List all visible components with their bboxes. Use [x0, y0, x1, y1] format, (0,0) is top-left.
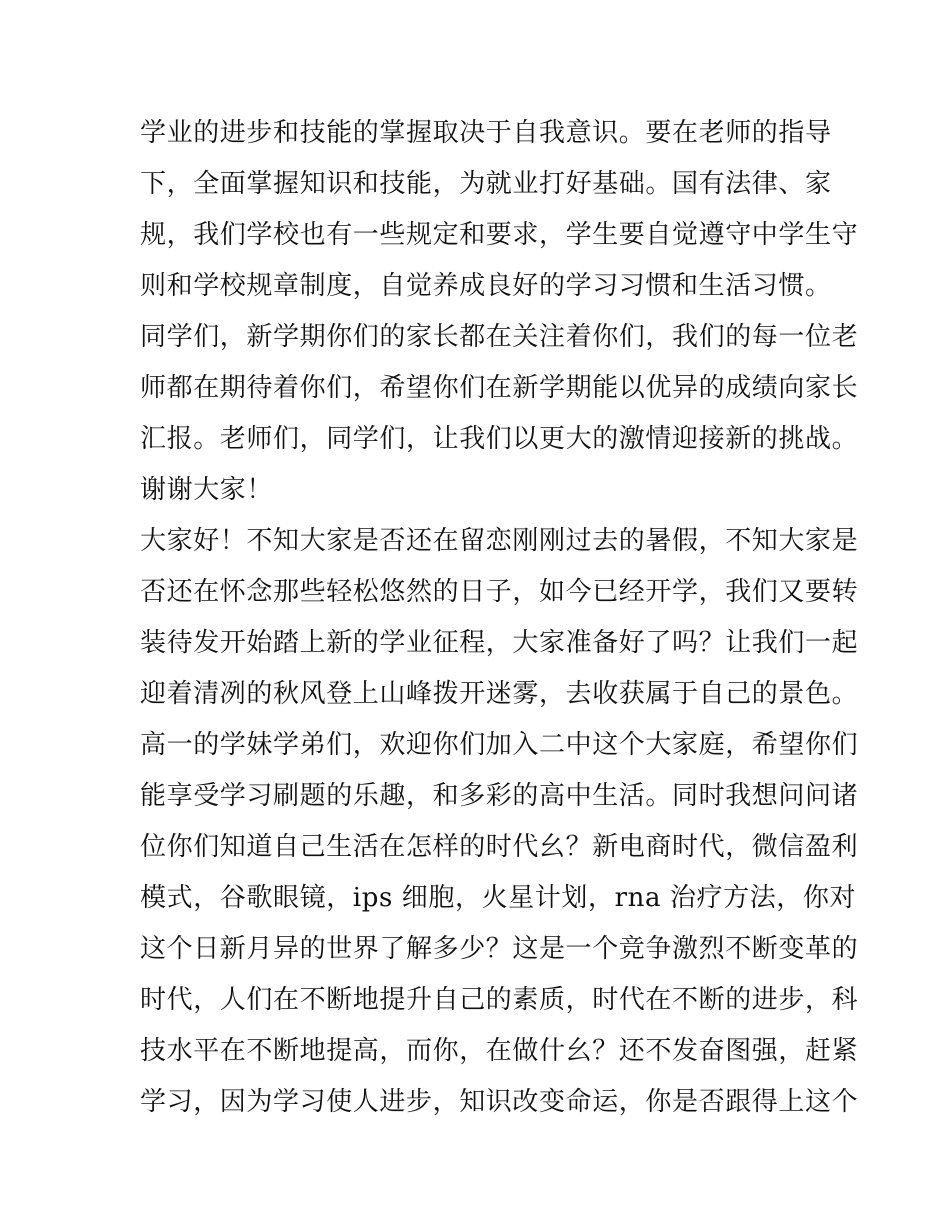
text-line: 时代，人们在不断地提升自己的素质，时代在不断的进步，科	[140, 985, 859, 1015]
text-line: 装待发开始踏上新的学业征程，大家准备好了吗？让我们一起	[140, 628, 859, 658]
text-line: 学习，因为学习使人进步，知识改变命运，你是否跟得上这个	[140, 1087, 859, 1117]
body-text	[140, 108, 859, 1128]
text-line: 技水平在不断地提高，而你，在做什幺？还不发奋图强，赶紧	[140, 1036, 859, 1066]
text-line: 大家好！不知大家是否还在留恋刚刚过去的暑假，不知大家是	[140, 526, 859, 556]
text-line: 则和学校规章制度，自觉养成良好的学习习惯和生活习惯。	[140, 271, 832, 301]
text-line: 师都在期待着你们，希望你们在新学期能以优异的成绩向家长	[140, 373, 859, 403]
text-line: 汇报。老师们，同学们，让我们以更大的激情迎接新的挑战。	[140, 424, 859, 454]
text-line: 模式，谷歌眼镜，ips 细胞，火星计划，rna 治疗方法，你对	[140, 883, 857, 913]
text-line: 高一的学妹学弟们，欢迎你们加入二中这个大家庭，希望你们	[140, 730, 859, 760]
text-line: 同学们，新学期你们的家长都在关注着你们，我们的每一位老	[140, 322, 859, 352]
text-line: 能享受学习刷题的乐趣，和多彩的高中生活。同时我想问问诸	[140, 781, 859, 811]
text-line: 规，我们学校也有一些规定和要求，学生要自觉遵守中学生守	[140, 220, 859, 250]
text-line: 学业的进步和技能的掌握取决于自我意识。要在老师的指导	[140, 118, 832, 148]
text-line: 这个日新月异的世界了解多少？这是一个竞争激烈不断变革的	[140, 934, 859, 964]
text-line: 迎着清冽的秋风登上山峰拨开迷雾，去收获属于自己的景色。	[140, 679, 859, 709]
text-line: 否还在怀念那些轻松悠然的日子，如今已经开学，我们又要转	[140, 577, 859, 607]
text-line: 谢谢大家！	[140, 475, 274, 505]
text-line: 下，全面掌握知识和技能，为就业打好基础。国有法律、家	[140, 169, 832, 199]
text-line: 位你们知道自己生活在怎样的时代幺？新电商时代，微信盈利	[140, 832, 859, 862]
